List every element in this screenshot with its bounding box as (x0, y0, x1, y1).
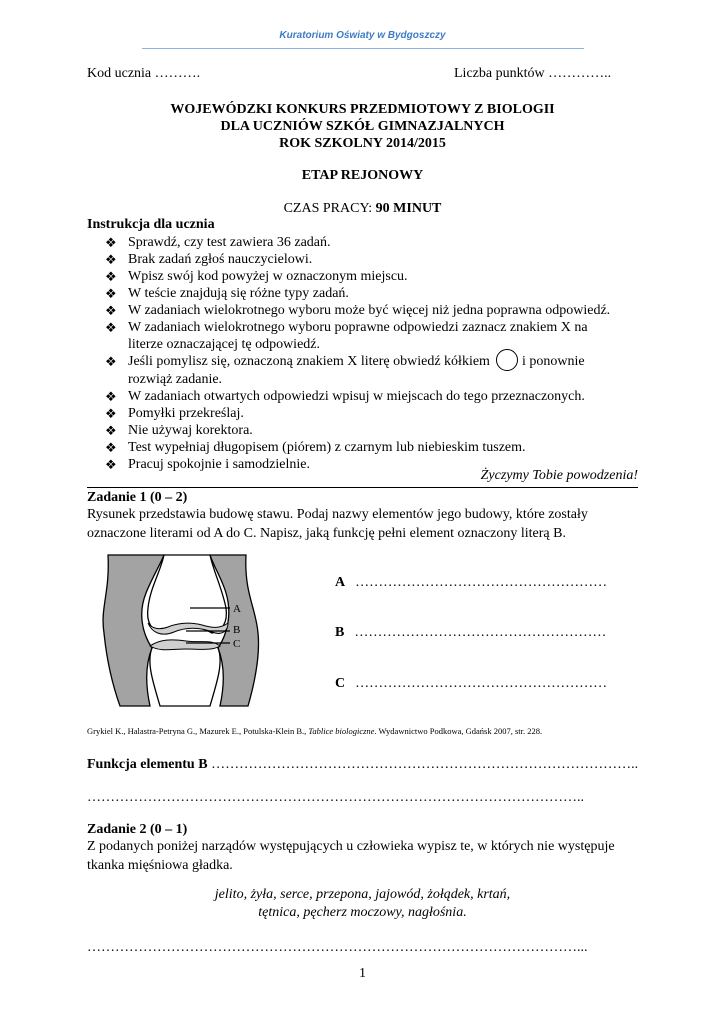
bullet-icon: ❖ (105, 457, 117, 472)
label-b: B (233, 624, 241, 636)
time-value: 90 MINUT (375, 201, 442, 216)
answer-a[interactable]: A ……………………………………………… (335, 575, 608, 590)
bullet-icon: ❖ (105, 354, 117, 369)
bullet-icon: ❖ (105, 440, 117, 455)
page-number: 1 (359, 966, 366, 981)
bullet-icon: ❖ (105, 303, 117, 318)
header-title: Kuratorium Oświaty w Bydgoszczy (279, 30, 446, 41)
time-label: CZAS PRACY: (283, 201, 376, 216)
instruction-item: ❖ Jeśli pomylisz się, oznaczoną znakiem X literę obwiedź kółkiem i ponownie rozwiąż zadanie. (105, 353, 645, 388)
stage-title: ETAP REJONOWY (301, 168, 424, 183)
articular-cartilage-lower (150, 640, 220, 650)
figure-citation: Grykiel K., Halastra-Petryna G., Mazurek E., Potulska-Klein B., Tablice biologiczne. Wydawnictwo Podkowa, Gdańsk 2007, str. 228. (87, 726, 543, 736)
task-2-heading: Zadanie 2 (0 – 1) (87, 822, 188, 837)
function-b-answer[interactable]: Funkcja elementu B ……………………………………………………………………………….. (87, 757, 639, 772)
bullet-icon: ❖ (105, 235, 117, 250)
function-b-extra-line[interactable]: …………………………………………………………………………………………….. (87, 790, 584, 805)
instruction-item: ❖ Nie używaj korektora. (105, 423, 253, 438)
task-1-heading: Zadanie 1 (0 – 2) (87, 490, 188, 505)
organ-list-line-1: jelito, żyła, serce, przepona, jajowód, żołądek, krtań, (214, 887, 511, 902)
good-luck-wish: Życzymy Tobie powodzenia! (480, 468, 638, 483)
task-2-text: Z podanych poniżej narządów występujących u człowieka wypisz te, w których nie występuje tkanka mięśniowa gładka. (87, 839, 615, 873)
bullet-icon: ❖ (105, 423, 117, 438)
function-b-label: Funkcja elementu B (87, 757, 208, 772)
label-c: C (233, 638, 241, 650)
task-1-text: Rysunek przedstawia budowę stawu. Podaj nazwy elementów jego budowy, które zostały oznaczone literami od A do C. Napisz, jaką funkcję pełni element oznaczony literą B. (87, 507, 588, 541)
instructions-heading: Instrukcja dla ucznia (87, 217, 215, 232)
instruction-item: ❖ Brak zadań zgłoś nauczycielowi. (105, 252, 313, 267)
points-label: Liczba punktów ………….. (454, 66, 612, 81)
bullet-icon: ❖ (105, 320, 117, 335)
instruction-item: ❖ Sprawdź, czy test zawiera 36 zadań. (105, 235, 331, 250)
instruction-item: ❖ W teście znajdują się różne typy zadań. (105, 286, 349, 301)
label-a: A (233, 603, 241, 615)
instruction-item: ❖ Pomyłki przekreślaj. (105, 406, 244, 421)
title-line-3: ROK SZKOLNY 2014/2015 (279, 136, 446, 151)
bullet-icon: ❖ (105, 252, 117, 267)
instruction-item: ❖ Test wypełniaj długopisem (piórem) z czarnym lub niebieskim tuszem. (105, 440, 526, 455)
organ-list-line-2: tętnica, pęcherz moczowy, nagłośnia. (258, 905, 467, 920)
task-2-answer-line[interactable]: ……………………………………………………………………………………………... (87, 940, 588, 955)
instruction-item: ❖ W zadaniach otwartych odpowiedzi wpisuj w miejscach do tego przeznaczonych. (105, 389, 585, 404)
answer-b[interactable]: B ……………………………………………… (335, 625, 607, 640)
time-limit (0, 201, 725, 217)
joint-diagram (90, 553, 260, 708)
instruction-item: ❖ Pracuj spokojnie i samodzielnie. (105, 457, 310, 472)
bullet-icon: ❖ (105, 389, 117, 404)
instructions-list (105, 234, 645, 473)
circle-icon (496, 349, 518, 371)
lower-bone (150, 642, 220, 706)
header-divider (142, 48, 584, 49)
title-line-1: WOJEWÓDZKI KONKURS PRZEDMIOTOWY Z BIOLOGII (170, 102, 555, 117)
bullet-icon: ❖ (105, 406, 117, 421)
contest-title (0, 101, 725, 152)
answer-c[interactable]: C ……………………………………………… (335, 676, 608, 691)
student-code-label: Kod ucznia ………. (87, 66, 201, 81)
bullet-icon: ❖ (105, 269, 117, 284)
title-line-2: DLA UCZNIÓW SZKÓŁ GIMNAZJALNYCH (220, 119, 505, 134)
instruction-item: ❖ W zadaniach wielokrotnego wyboru poprawne odpowiedzi zaznacz znakiem X na literze oznaczającej tę odpowiedź. (105, 320, 588, 352)
instruction-item: ❖ W zadaniach wielokrotnego wyboru może być więcej niż jedna poprawna odpowiedź. (105, 303, 611, 318)
student-fields (87, 66, 635, 82)
section-divider (87, 487, 638, 488)
bullet-icon: ❖ (105, 286, 117, 301)
instruction-item: ❖ Wpisz swój kod powyżej w oznaczonym miejscu. (105, 269, 408, 284)
